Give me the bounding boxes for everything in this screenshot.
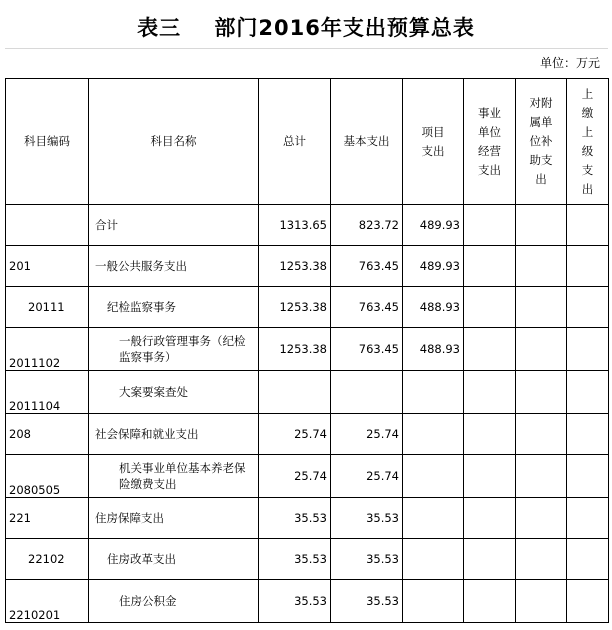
row-basic: 35.53	[331, 539, 403, 580]
row-code: 2011102	[6, 328, 89, 371]
header-subsidy	[516, 79, 567, 205]
row-name: 住房保障支出	[89, 498, 259, 539]
row-total: 25.74	[259, 414, 331, 455]
row-upper	[567, 246, 609, 287]
row-enterprise	[464, 328, 516, 371]
header-subsidy-label: 对附属单位补助支出	[529, 96, 553, 186]
row-name: 纪检监察事务	[89, 287, 259, 328]
row-enterprise	[464, 287, 516, 328]
row-enterprise	[464, 580, 516, 623]
header-project-label: 项目支出	[421, 124, 445, 158]
row-basic: 763.45	[331, 328, 403, 371]
row-code: 2210201	[6, 580, 89, 623]
row-code: 201	[6, 246, 89, 287]
header-enterprise-label: 事业单位经营支出	[478, 105, 501, 177]
row-enterprise	[464, 414, 516, 455]
row-code: 208	[6, 414, 89, 455]
header-code: 科目编码	[6, 79, 89, 205]
header-row	[6, 79, 609, 205]
row-enterprise	[464, 498, 516, 539]
row-total: 35.53	[259, 498, 331, 539]
header-name: 科目名称	[89, 79, 259, 205]
row-project: 488.93	[403, 328, 464, 371]
row-code: 20111	[6, 287, 89, 328]
row-subsidy	[516, 414, 567, 455]
row-project: 489.93	[403, 205, 464, 246]
row-subsidy	[516, 455, 567, 498]
row-subsidy	[516, 328, 567, 371]
row-upper	[567, 498, 609, 539]
row-subsidy	[516, 580, 567, 623]
row-basic: 25.74	[331, 414, 403, 455]
row-name: 合计	[89, 205, 259, 246]
row-name: 社会保障和就业支出	[89, 414, 259, 455]
row-total: 35.53	[259, 580, 331, 623]
row-enterprise	[464, 205, 516, 246]
row-upper	[567, 371, 609, 414]
row-project: 489.93	[403, 246, 464, 287]
row-upper	[567, 580, 609, 623]
row-total: 1253.38	[259, 246, 331, 287]
row-basic: 35.53	[331, 580, 403, 623]
header-upper	[567, 79, 609, 205]
row-upper	[567, 328, 609, 371]
row-basic: 763.45	[331, 246, 403, 287]
page-title: 表三 部门2016年支出预算总表	[137, 16, 475, 40]
table-row	[6, 371, 609, 414]
table-row	[6, 580, 609, 623]
header-total: 总计	[259, 79, 331, 205]
row-code: 221	[6, 498, 89, 539]
table-row	[6, 246, 609, 287]
row-project: 488.93	[403, 287, 464, 328]
row-basic: 25.74	[331, 455, 403, 498]
row-subsidy	[516, 246, 567, 287]
row-name: 一般行政管理事务（纪检监察事务）	[89, 328, 259, 371]
header-enterprise	[464, 79, 516, 205]
row-project	[403, 539, 464, 580]
row-code: 22102	[6, 539, 89, 580]
row-subsidy	[516, 371, 567, 414]
row-subsidy	[516, 205, 567, 246]
row-basic: 35.53	[331, 498, 403, 539]
row-subsidy	[516, 287, 567, 328]
row-project	[403, 414, 464, 455]
table-row	[6, 328, 609, 371]
header-upper-label: 上缴上级支出	[581, 86, 594, 196]
row-upper	[567, 205, 609, 246]
row-enterprise	[464, 455, 516, 498]
row-enterprise	[464, 246, 516, 287]
table-row	[6, 205, 609, 246]
header-project	[403, 79, 464, 205]
row-name: 住房公积金	[89, 580, 259, 623]
row-project	[403, 371, 464, 414]
row-subsidy	[516, 539, 567, 580]
title-divider	[5, 48, 608, 49]
row-total: 35.53	[259, 539, 331, 580]
row-enterprise	[464, 539, 516, 580]
row-code	[6, 205, 89, 246]
table-row	[6, 455, 609, 498]
table-row	[6, 498, 609, 539]
header-basic: 基本支出	[331, 79, 403, 205]
row-total: 1253.38	[259, 287, 331, 328]
row-upper	[567, 539, 609, 580]
row-total	[259, 371, 331, 414]
table-row	[6, 539, 609, 580]
row-enterprise	[464, 371, 516, 414]
row-upper	[567, 287, 609, 328]
row-project	[403, 580, 464, 623]
table-row	[6, 414, 609, 455]
row-basic: 763.45	[331, 287, 403, 328]
unit-label: 单位：万元	[539, 56, 600, 70]
row-project	[403, 455, 464, 498]
row-name: 一般公共服务支出	[89, 246, 259, 287]
row-name: 大案要案查处	[89, 371, 259, 414]
row-basic: 823.72	[331, 205, 403, 246]
table-row	[6, 287, 609, 328]
row-upper	[567, 414, 609, 455]
row-code: 2080505	[6, 455, 89, 498]
row-name: 住房改革支出	[89, 539, 259, 580]
budget-table	[5, 78, 609, 623]
row-total: 1253.38	[259, 328, 331, 371]
row-total: 25.74	[259, 455, 331, 498]
row-code: 2011104	[6, 371, 89, 414]
row-basic	[331, 371, 403, 414]
row-project	[403, 498, 464, 539]
row-name: 机关事业单位基本养老保险缴费支出	[89, 455, 259, 498]
row-subsidy	[516, 498, 567, 539]
row-total: 1313.65	[259, 205, 331, 246]
row-upper	[567, 455, 609, 498]
